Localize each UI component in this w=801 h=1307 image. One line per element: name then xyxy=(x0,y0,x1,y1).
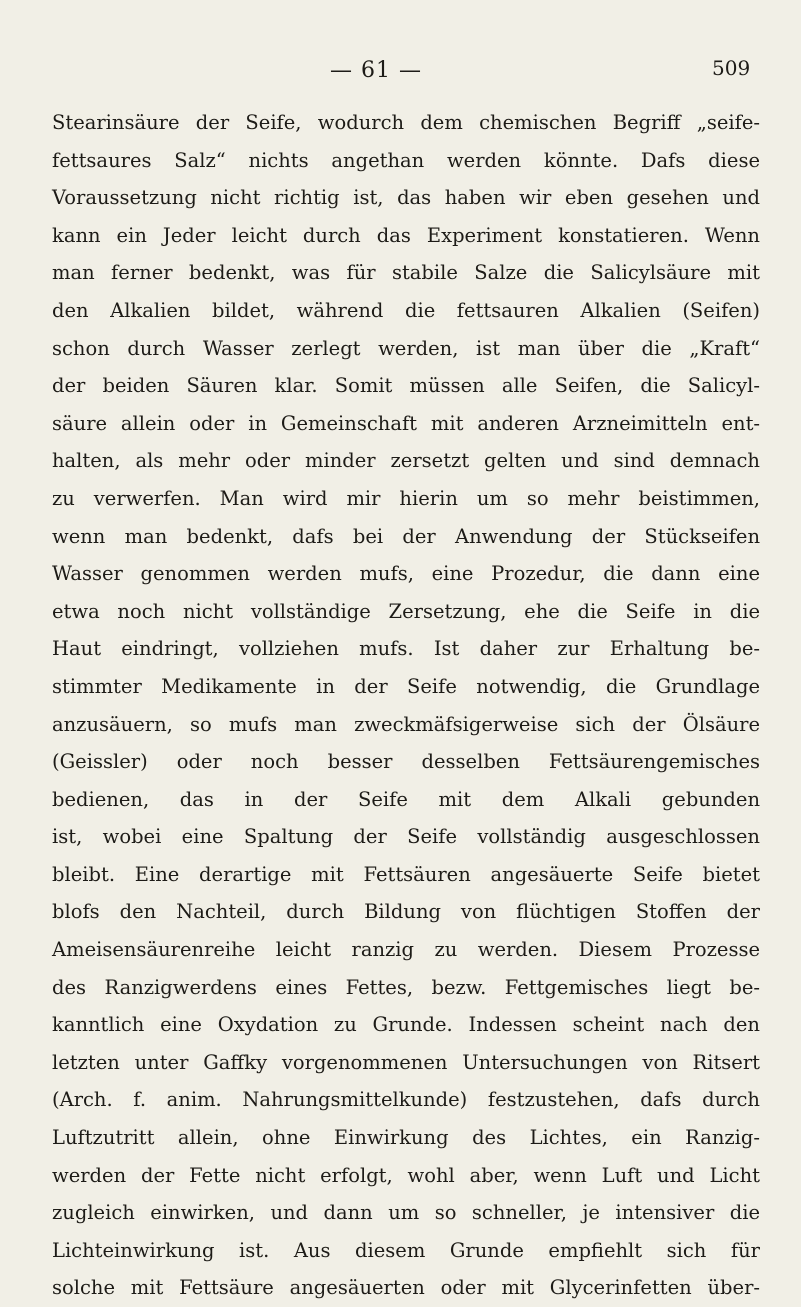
page-number: — 61 — xyxy=(330,58,422,83)
text-line: fettsaures Salz“ nichts angethan werden könnte. Dafs diese xyxy=(52,148,760,172)
text-line: bedienen, das in der Seife mit dem Alkali gebunden xyxy=(52,787,760,811)
text-line: halten, als mehr oder minder zersetzt gelten und sind demnach xyxy=(52,449,760,473)
text-line: Lichteinwirkung ist. Aus diesem Grunde empfiehlt sich für xyxy=(52,1238,760,1262)
text-line: letzten unter Gaffky vorgenommenen Untersuchungen von Ritsert xyxy=(52,1050,760,1074)
folio-number: 509 xyxy=(712,56,751,80)
text-line: Luftzutritt allein, ohne Einwirkung des Lichtes, ein Ranzig- xyxy=(52,1126,760,1150)
text-line: ist, wobei eine Spaltung der Seife vollständig ausgeschlossen xyxy=(52,825,760,849)
body-text xyxy=(52,104,760,1307)
text-line: Voraussetzung nicht richtig ist, das haben wir eben gesehen und xyxy=(52,186,760,210)
text-line: Haut eindringt, vollziehen mufs. Ist daher zur Erhaltung be- xyxy=(52,637,760,661)
text-line: zu verwerfen. Man wird mir hierin um so mehr beistimmen, xyxy=(52,486,760,510)
text-line: Stearinsäure der Seife, wodurch dem chemischen Begriff „seife- xyxy=(52,111,760,134)
text-line: Ameisensäurenreihe leicht ranzig zu werden. Diesem Prozesse xyxy=(52,938,760,962)
text-line: der beiden Säuren klar. Somit müssen alle Seifen, die Salicyl- xyxy=(52,374,760,398)
text-line: des Ranzigwerdens eines Fettes, bezw. Fettgemisches liegt be- xyxy=(52,975,760,999)
text-line: anzusäuern, so mufs man zweckmäfsigerweise sich der Ölsäure xyxy=(52,712,760,736)
text-line: solche mit Fettsäure angesäuerten oder mit Glycerinfetten über- xyxy=(52,1276,760,1300)
text-line: bleibt. Eine derartige mit Fettsäuren angesäuerte Seife bietet xyxy=(52,862,760,886)
text-line: kanntlich eine Oxydation zu Grunde. Indessen scheint nach den xyxy=(52,1013,760,1037)
text-line: etwa noch nicht vollständige Zersetzung, ehe die Seife in die xyxy=(52,599,760,623)
text-line: kann ein Jeder leicht durch das Experiment konstatieren. Wenn xyxy=(52,223,760,247)
text-line: schon durch Wasser zerlegt werden, ist man über die „Kraft“ xyxy=(52,336,760,360)
text-line: zugleich einwirken, und dann um so schneller, je intensiver die xyxy=(52,1201,760,1225)
text-line: stimmter Medikamente in der Seife notwendig, die Grundlage xyxy=(52,674,760,698)
text-line: (Arch. f. anim. Nahrungsmittelkunde) festzustehen, dafs durch xyxy=(52,1088,760,1112)
text-line: säure allein oder in Gemeinschaft mit anderen Arzneimitteln ent- xyxy=(52,411,760,435)
text-line: werden der Fette nicht erfolgt, wohl aber, wenn Luft und Licht xyxy=(52,1163,760,1187)
text-line: Wasser genommen werden mufs, eine Prozedur, die dann eine xyxy=(52,562,760,586)
text-line: man ferner bedenkt, was für stabile Salze die Salicylsäure mit xyxy=(52,261,760,285)
text-line: den Alkalien bildet, während die fettsauren Alkalien (Seifen) xyxy=(52,298,760,322)
text-line: (Geissler) oder noch besser desselben Fettsäurengemisches xyxy=(52,750,760,774)
page-header xyxy=(0,56,801,96)
text-line: wenn man bedenkt, dafs bei der Anwendung der Stückseifen xyxy=(52,524,760,548)
text-line: blofs den Nachteil, durch Bildung von flüchtigen Stoffen der xyxy=(52,900,760,924)
